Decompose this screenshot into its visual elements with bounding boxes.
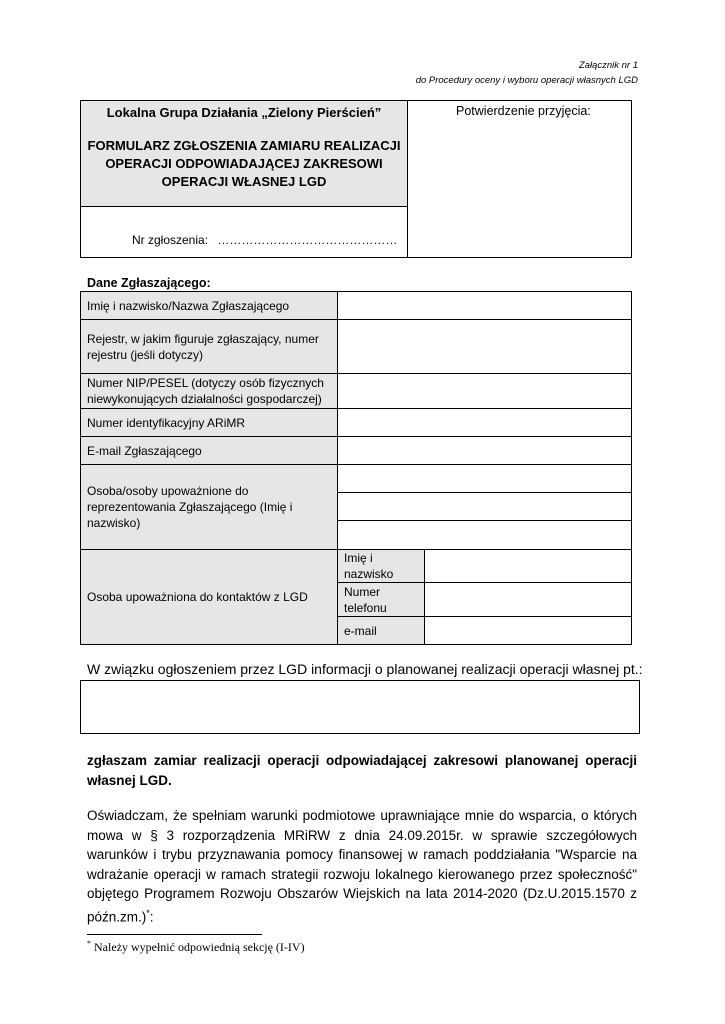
representative-field-2[interactable] bbox=[338, 493, 631, 520]
statement-end: : bbox=[149, 909, 154, 924]
label-contact-phone: Numer telefonu bbox=[344, 584, 387, 615]
label-contact-person: Osoba upoważniona do kontaktów z LGD bbox=[87, 590, 308, 604]
org-name: Lokalna Grupa Działania „Zielony Pierścień” bbox=[106, 105, 382, 120]
label-representatives: Osoba/osoby upoważnione do reprezentowania Zgłaszającego (Imię i nazwisko) bbox=[87, 484, 293, 530]
registry-field[interactable] bbox=[338, 320, 631, 373]
representative-field-1[interactable] bbox=[338, 465, 631, 492]
applicant-section-title: Dane Zgłaszającego: bbox=[87, 276, 211, 290]
applicant-email-field[interactable] bbox=[338, 437, 631, 464]
label-arimr-number: Numer identyfikacyjny ARiMR bbox=[87, 415, 246, 430]
representative-field-3[interactable] bbox=[338, 521, 631, 549]
nip-pesel-field[interactable] bbox=[338, 374, 631, 408]
statement-text: Oświadczam, że spełniam warunki podmiotowe uprawniające mnie do wsparcia, o których mowa w § 3 rozporządzenia MRiRW z dnia 24.09.2015r. w sprawie szczegółowych warunków i trybu przyznawania pomocy finansowej w ramach poddziałania "Wsparcie na wdrażanie operacji w ramach strategii rozwoju lokalnego kierowanego przez społeczność" objętego Programem Rozwoju Obszarów Wiejskich na lata 2014-2020 (Dz.U.2015.1570 z późn.zm.) bbox=[87, 808, 637, 924]
label-contact-name: Imię i nazwisko bbox=[344, 551, 394, 581]
statement-footnote-mark: * bbox=[146, 907, 150, 918]
applicant-name-field[interactable] bbox=[338, 292, 631, 319]
contact-phone-field[interactable] bbox=[425, 583, 631, 616]
contact-name-field[interactable] bbox=[425, 550, 631, 582]
declaration-text: zgłaszam zamiar realizacji operacji odpowiadającej zakresowi planowanej operacji własnej LGD. bbox=[87, 753, 637, 788]
footnote-mark: * bbox=[87, 939, 91, 948]
confirmation-label: Potwierdzenie przyjęcia: bbox=[456, 104, 591, 118]
footnote-divider bbox=[87, 934, 262, 935]
operation-title-field[interactable] bbox=[80, 680, 640, 734]
label-nip-pesel: Numer NIP/PESEL (dotyczy osób fizycznych niewykonujących działalności gospodarczej) bbox=[87, 376, 324, 406]
label-contact-email: e-mail bbox=[344, 623, 377, 638]
label-applicant-email: E-mail Zgłaszającego bbox=[87, 443, 202, 458]
contact-email-field[interactable] bbox=[425, 617, 631, 644]
arimr-number-field[interactable] bbox=[338, 409, 631, 436]
annex-procedure: do Procedury oceny i wyboru operacji własnych LGD bbox=[415, 75, 638, 86]
label-registry: Rejestr, w jakim figuruje zgłaszający, numer rejestru (jeśli dotyczy) bbox=[87, 331, 319, 362]
footnote-text: Należy wypełnić odpowiednią sekcję (I-IV) bbox=[91, 940, 305, 954]
annex-number: Załącznik nr 1 bbox=[578, 60, 638, 71]
form-title bbox=[81, 104, 407, 191]
footnote bbox=[87, 939, 305, 955]
submission-number-field[interactable]: ……………………………………… bbox=[217, 233, 398, 247]
annex-header bbox=[416, 58, 638, 88]
submission-number-label: Nr zgłoszenia: bbox=[132, 233, 209, 247]
submission-number bbox=[132, 233, 397, 247]
form-title-line-1: FORMULARZ ZGŁOSZENIA ZAMIARU REALIZACJI bbox=[87, 138, 401, 153]
label-applicant-name: Imię i nazwisko/Nazwa Zgłaszającego bbox=[87, 298, 290, 313]
form-title-line-3: OPERACJI WŁASNEJ LGD bbox=[161, 174, 327, 189]
statement-paragraph bbox=[87, 806, 637, 927]
announcement-text: W związku ogłoszeniem przez LGD informacji o planowanej realizacji operacji własnej pt.: bbox=[87, 661, 643, 677]
form-title-line-2: OPERACJI ODPOWIADAJĄCEJ ZAKRESOWI bbox=[105, 156, 383, 171]
